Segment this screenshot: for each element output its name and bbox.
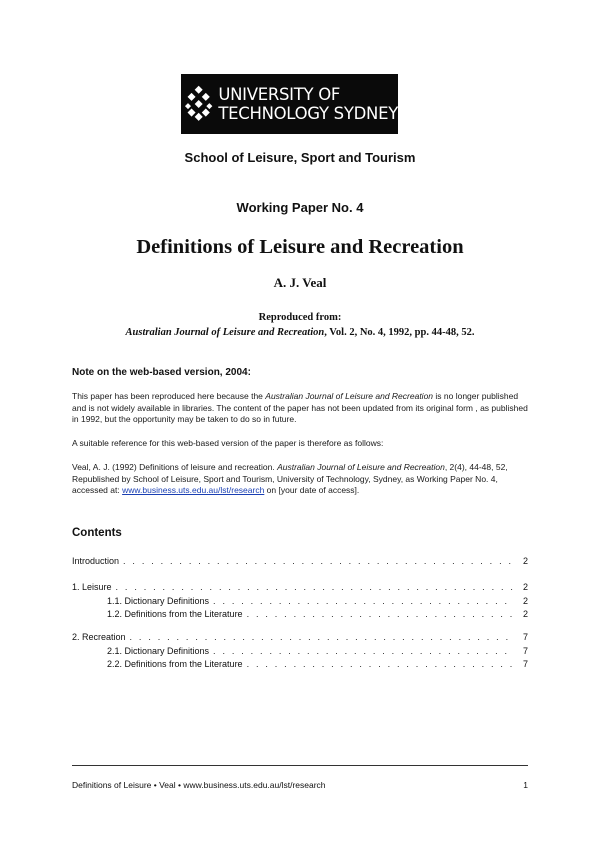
note-text: on [your date of access]. xyxy=(264,485,360,495)
logo-line-2: TECHNOLOGY SYDNEY xyxy=(218,104,398,123)
logo-wordmark xyxy=(218,85,398,123)
page-title: Definitions of Leisure and Recreation xyxy=(136,236,464,258)
logo-line-1: UNIVERSITY OF xyxy=(218,85,341,104)
toc-page: 2 xyxy=(522,596,528,606)
toc-entry-leisure[interactable] xyxy=(72,582,528,594)
note-heading: Note on the web-based version, 2004: xyxy=(72,367,251,378)
footer-page-number: 1 xyxy=(523,780,528,790)
footer-running-title: Definitions of Leisure • Veal • www.business.uts.edu.au/lst/research xyxy=(72,780,326,790)
contents-heading: Contents xyxy=(72,527,122,539)
toc-entry-leisure-dictionary[interactable] xyxy=(107,596,528,608)
toc-entry-leisure-literature[interactable] xyxy=(107,609,528,621)
uts-emblem-icon xyxy=(183,74,214,134)
toc-page: 2 xyxy=(522,609,528,619)
toc-leader xyxy=(123,556,514,566)
note-text: This paper has been reproduced here because the xyxy=(72,391,266,401)
toc-page: 2 xyxy=(522,556,528,566)
toc-page: 7 xyxy=(522,659,528,669)
toc-page: 7 xyxy=(522,646,528,656)
toc-page: 2 xyxy=(522,582,528,592)
note-text: Veal, A. J. (1992) Definitions of leisure and recreation. xyxy=(72,462,278,472)
journal-name: Australian Journal of Leisure and Recreation xyxy=(125,327,325,338)
toc-label: 2.1. Dictionary Definitions xyxy=(107,646,210,656)
note-text: is no longer published and is not widely available in libraries. The content of the paper has not been updated from its original form , as published in 1992, but the opportunity may be taken to do so in future. xyxy=(72,391,528,424)
toc-label: 2.2. Definitions from the Literature xyxy=(107,659,243,669)
toc-leader xyxy=(130,632,514,642)
toc-label: Introduction xyxy=(72,556,120,566)
citation-details: , Vol. 2, No. 4, 1992, pp. 44-48, 52. xyxy=(324,327,475,338)
toc-leader xyxy=(247,659,514,669)
uts-logo xyxy=(181,74,398,134)
note-text: , 2(4), 44-48, 52, Republished by School of Leisure, Sport and Tourism, University of Technology, Sydney, as Working Paper No. 4, accessed at: xyxy=(72,462,508,495)
toc-entry-recreation-literature[interactable] xyxy=(107,659,528,671)
toc-leader xyxy=(213,596,514,606)
toc-entry-recreation[interactable] xyxy=(72,632,528,644)
toc-leader xyxy=(247,609,514,619)
author: A. J. Veal xyxy=(273,275,327,290)
reproduced-citation xyxy=(0,325,600,340)
working-paper-number: Working Paper No. 4 xyxy=(236,200,364,215)
footer-divider xyxy=(72,765,528,766)
journal-name: Australian Journal of Leisure and Recreation xyxy=(277,462,445,472)
reproduced-from xyxy=(0,310,600,340)
toc-leader xyxy=(116,582,514,592)
note-paragraph-3 xyxy=(72,462,532,497)
research-link[interactable]: www.business.uts.edu.au/lst/research xyxy=(122,485,265,495)
toc-entry-recreation-dictionary[interactable] xyxy=(107,646,528,658)
toc-label: 1.2. Definitions from the Literature xyxy=(107,609,243,619)
reproduced-label: Reproduced from: xyxy=(258,312,342,323)
toc-label: 2. Recreation xyxy=(72,632,126,642)
note-paragraph-1 xyxy=(72,391,532,426)
toc-label: 1.1. Dictionary Definitions xyxy=(107,596,210,606)
toc-entry-introduction[interactable] xyxy=(72,556,528,568)
note-paragraph-2: A suitable reference for this web-based version of the paper is therefore as follows: xyxy=(72,438,384,448)
toc-page: 7 xyxy=(522,632,528,642)
toc-leader xyxy=(213,646,514,656)
school-name: School of Leisure, Sport and Tourism xyxy=(184,150,416,165)
toc-label: 1. Leisure xyxy=(72,582,112,592)
journal-name: Australian Journal of Leisure and Recreation xyxy=(265,391,434,401)
